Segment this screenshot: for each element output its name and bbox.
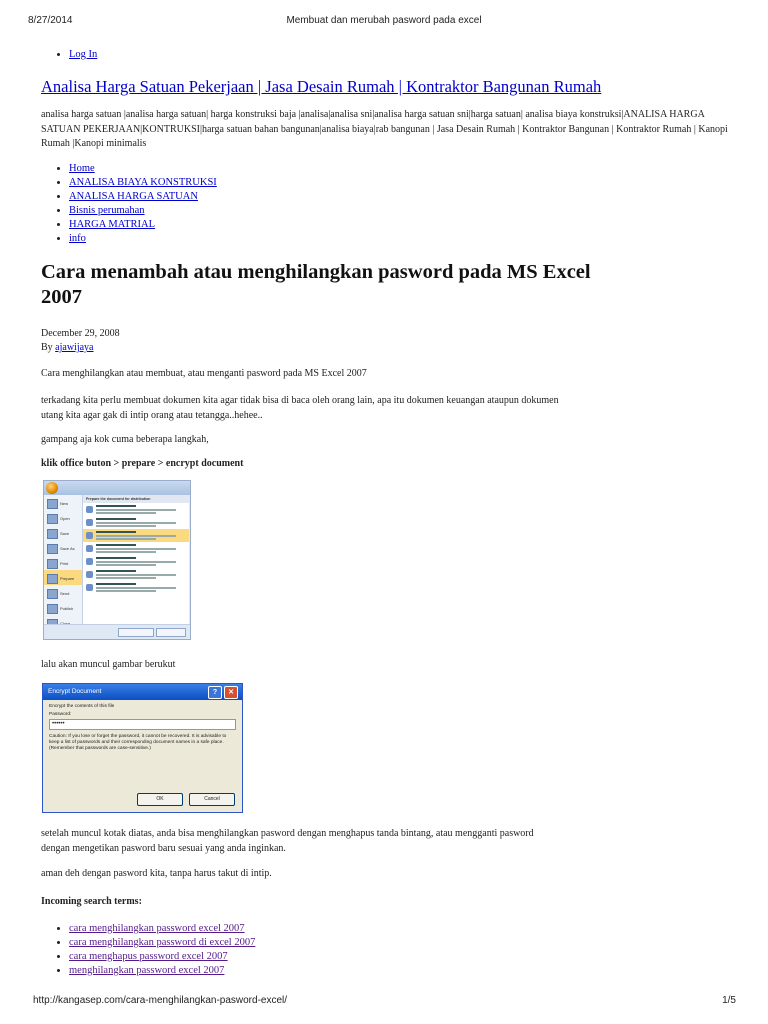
login-link[interactable]: Log In <box>69 49 98 60</box>
office-menu-left-column <box>44 495 83 625</box>
new-icon <box>47 499 58 509</box>
panel-item <box>83 516 189 529</box>
restrict-icon <box>86 545 93 552</box>
main-nav <box>41 162 741 246</box>
post-header <box>41 260 601 310</box>
cancel-button: Cancel <box>189 793 235 806</box>
dialog-title: Encrypt Document <box>48 688 102 695</box>
post-byline <box>41 341 741 356</box>
print-icon <box>47 559 58 569</box>
search-term-link[interactable]: cara menghilangkan password di excel 2007 <box>69 937 256 948</box>
search-term-item <box>69 922 741 936</box>
post-paragraph: lalu akan muncul gambar berukut <box>41 659 176 670</box>
nav-link-bisnis[interactable]: Bisnis perumahan <box>69 205 145 216</box>
dialog-titlebar <box>43 684 242 700</box>
byline-label: By <box>41 342 53 353</box>
office-menu-bottom-bar <box>44 624 190 639</box>
dialog-body <box>43 700 242 757</box>
search-terms-label: Incoming search terms: <box>41 896 142 907</box>
post-title: Cara menambah atau menghilangkan pasword pada MS Excel 2007 <box>41 261 591 308</box>
office-button-icon <box>46 482 58 494</box>
search-term-link[interactable]: cara menghapus password excel 2007 <box>69 951 228 962</box>
screenshot-titlebar <box>44 481 190 495</box>
panel-item <box>83 581 189 594</box>
nav-item-info <box>69 232 741 246</box>
dialog-line: Encrypt the contents of this file <box>49 704 115 709</box>
menu-item: Send <box>44 585 82 600</box>
prepare-icon <box>47 574 58 584</box>
save-icon <box>47 529 58 539</box>
search-term-item <box>69 936 741 950</box>
encrypt-dialog-screenshot <box>42 683 243 813</box>
mark-final-icon <box>86 571 93 578</box>
site-header <box>41 77 741 97</box>
nav-item-bisnis <box>69 204 741 218</box>
panel-item <box>83 542 189 555</box>
signature-icon <box>86 558 93 565</box>
compatibility-icon <box>86 584 93 591</box>
post-paragraph: terkadang kita perlu membuat dokumen kita agar tidak bisa di baca oleh orang lain, apa itu dokumen keuangan ataupun dokumen utang kita agar gak di intip orang atau tetangga..hehee.. <box>41 395 559 421</box>
search-term-item <box>69 964 741 978</box>
close-icon: ✕ <box>224 686 238 699</box>
properties-icon <box>86 506 93 513</box>
nav-link-analisa-biaya[interactable]: ANALISA BIAYA KONSTRUKSI <box>69 177 217 188</box>
password-field: •••••• <box>49 719 236 730</box>
panel-item <box>83 568 189 581</box>
print-page-title: Membuat dan merubah pasword pada excel <box>286 15 482 26</box>
menu-item: Open <box>44 510 82 525</box>
print-page-number: 1/5 <box>722 995 736 1006</box>
post-date: December 29, 2008 <box>41 328 120 339</box>
top-links <box>41 48 741 62</box>
panel-header: Prepare the document for distribution <box>83 495 189 503</box>
nav-item-analisa-biaya <box>69 176 741 190</box>
password-label: Password: <box>49 712 72 717</box>
exit-excel-button <box>156 628 186 637</box>
nav-item-harga-matrial <box>69 218 741 232</box>
nav-link-harga-matrial[interactable]: HARGA MATRIAL <box>69 219 156 230</box>
post-paragraph: aman deh dengan pasword kita, tanpa harus takut di intip. <box>41 868 272 879</box>
login-item <box>69 48 741 62</box>
post-step: klik office buton > prepare > encrypt document <box>41 458 244 469</box>
office-menu-right-panel <box>83 495 189 625</box>
nav-link-info[interactable]: info <box>69 233 86 244</box>
print-date: 8/27/2014 <box>28 15 73 26</box>
post-intro: Cara menghilangkan atau membuat, atau menganti pasword pada MS Excel 2007 <box>41 368 367 379</box>
open-icon <box>47 514 58 524</box>
nav-item-analisa-harga <box>69 190 741 204</box>
menu-item: Save <box>44 525 82 540</box>
nav-link-analisa-harga[interactable]: ANALISA HARGA SATUAN <box>69 191 198 202</box>
site-description: analisa harga satuan |analisa harga satuan| harga konstruksi baja |analisa|analisa sni|analisa harga satuan sni|harga satuan| analisa biaya konstruksi|ANALISA HARGA SATUAN PEKERJAAN|KONTRUKSI|harga satuan bahan bangunan|analisa biaya|rab bangunan | Jasa Desain Rumah | Kontraktor Bangunan | Kontraktor Rumah | Kanopi Rumah |Kanopi minimalis <box>41 109 728 149</box>
post-paragraph: gampang aja kok cuma beberapa langkah, <box>41 434 209 445</box>
office-menu-screenshot <box>43 480 191 640</box>
save-as-icon <box>47 544 58 554</box>
ok-button: OK <box>137 793 183 806</box>
search-term-link[interactable]: menghilangkan password excel 2007 <box>69 965 225 976</box>
menu-item-selected: Prepare <box>44 570 82 585</box>
site-title-link[interactable]: Analisa Harga Satuan Pekerjaan | Jasa Desain Rumah | Kontraktor Bangunan Rumah <box>41 77 602 96</box>
caution-text: Caution: If you lose or forget the password, it cannot be recovered. It is advisable to keep a list of passwords and their corresponding document names in a safe place. (Remember that passwords are case-sensitive.) <box>49 734 227 752</box>
panel-item <box>83 555 189 568</box>
publish-icon <box>47 604 58 614</box>
menu-item: Publish <box>44 600 82 615</box>
excel-options-button <box>118 628 154 637</box>
panel-item-selected <box>83 529 189 542</box>
send-icon <box>47 589 58 599</box>
nav-link-home[interactable]: Home <box>69 163 95 174</box>
search-term-item <box>69 950 741 964</box>
print-url: http://kangasep.com/cara-menghilangkan-pasword-excel/ <box>33 995 288 1006</box>
search-term-link[interactable]: cara menghilangkan password excel 2007 <box>69 923 245 934</box>
panel-item <box>83 503 189 516</box>
search-terms-list <box>41 922 741 978</box>
menu-item: Print <box>44 555 82 570</box>
encrypt-icon <box>86 532 93 539</box>
menu-item: New <box>44 495 82 510</box>
menu-item: Save As <box>44 540 82 555</box>
post-paragraph: setelah muncul kotak diatas, anda bisa menghilangkan pasword dengan menghapus tanda bintang, atau mengganti pasword dengan mengetikan pasword baru sesuai yang anda inginkan. <box>41 828 534 854</box>
help-icon: ? <box>208 686 222 699</box>
author-link[interactable]: ajawijaya <box>55 342 94 353</box>
inspect-icon <box>86 519 93 526</box>
nav-item-home <box>69 162 741 176</box>
